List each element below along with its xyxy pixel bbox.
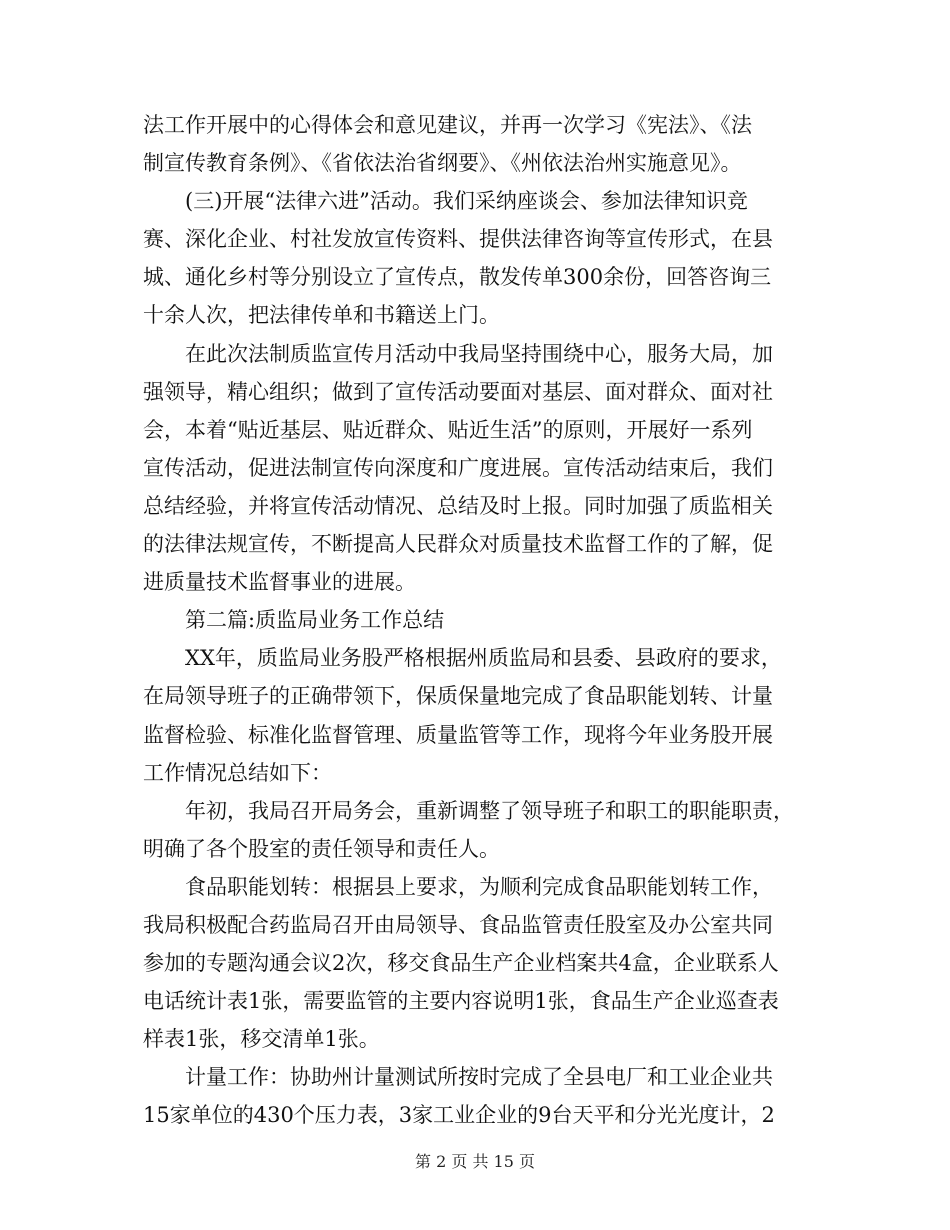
- text-line: 计量工作：协助州计量测试所按时完成了全县电厂和工业企业共: [143, 1065, 773, 1090]
- text-line: 进质量技术监督事业的进展。: [143, 570, 416, 595]
- text-line: 会，本着“贴近基层、贴近群众、贴近生活”的原则，开展好一系列: [143, 417, 753, 442]
- text-line: 工作情况总结如下：: [143, 760, 332, 785]
- text-line: 城、通化乡村等分别设立了宣传点，散发传单300余份，回答咨询三: [143, 265, 772, 290]
- text-line: 电话统计表1张，需要监管的主要内容说明1张，食品生产企业巡查表: [143, 989, 779, 1014]
- body-text: [143, 106, 823, 1135]
- text-line: 强领导，精心组织；做到了宣传活动要面对基层、面对群众、面对社: [143, 379, 773, 404]
- text-line: 我局积极配合药监局召开由局领导、食品监管责任股室及办公室共同: [143, 912, 773, 937]
- section-heading: 第二篇:质监局业务工作总结: [143, 608, 445, 633]
- text-line: 食品职能划转：根据县上要求，为顺利完成食品职能划转工作，: [143, 874, 773, 899]
- page-footer: 第 2 页 共 15 页: [415, 1152, 535, 1171]
- text-line: 法工作开展中的心得体会和意见建议，并再一次学习《宪法》、《法: [143, 113, 752, 137]
- text-line: 的法律法规宣传，不断提高人民群众对质量技术监督工作的了解，促: [143, 532, 773, 557]
- text-line: 样表1张，移交清单1张。: [143, 1027, 380, 1052]
- text-line: (三)开展“法律六进”活动。我们采纳座谈会、参加法律知识竞: [143, 189, 748, 214]
- text-line: 明确了各个股室的责任领导和责任人。: [143, 836, 500, 861]
- text-line: XX年，质监局业务股严格根据州质监局和县委、县政府的要求，: [143, 646, 782, 671]
- text-line: 赛、深化企业、村社发放宣传资料、提供法律咨询等宣传形式，在县: [143, 227, 773, 252]
- text-line: 总结经验，并将宣传活动情况、总结及时上报。同时加强了质监相关: [143, 493, 773, 518]
- text-line: 制宣传教育条例》、《省依法治省纲要》、《州依法治州实施意见》。: [143, 151, 742, 176]
- text-line: 在局领导班子的正确带领下，保质保量地完成了食品职能划转、计量: [143, 684, 773, 709]
- text-line: 年初，我局召开局务会，重新调整了领导班子和职工的职能职责，: [143, 798, 794, 823]
- text-line: 15家单位的430个压力表，3家工业企业的9台天平和分光光度计，2: [143, 1103, 775, 1128]
- text-line: 十余人次，把法律传单和书籍送上门。: [143, 303, 500, 328]
- text-line: 参加的专题沟通会议2次，移交食品生产企业档案共4盒，企业联系人: [143, 951, 779, 976]
- text-line: 监督检验、标准化监督管理、质量监管等工作，现将今年业务股开展: [143, 722, 773, 747]
- text-line: 宣传活动，促进法制宣传向深度和广度进展。宣传活动结束后，我们: [143, 455, 773, 480]
- text-line: 在此次法制质监宣传月活动中我局坚持围绕中心，服务大局，加: [143, 341, 773, 366]
